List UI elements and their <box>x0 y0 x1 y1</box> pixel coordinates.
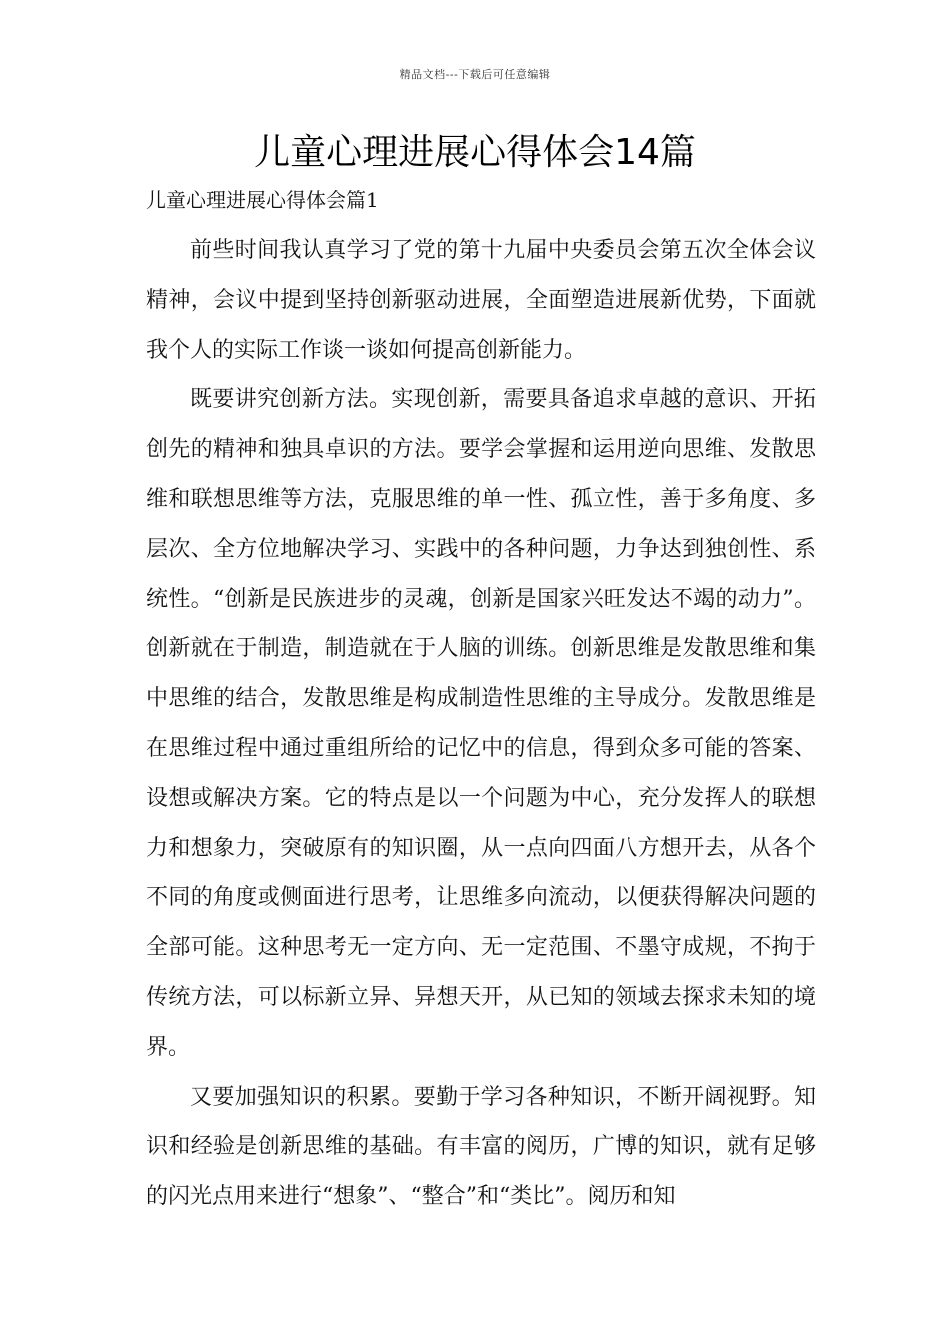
paragraph-3: 又要加强知识的积累。要勤于学习各种知识，不断开阔视野。知识和经验是创新思维的基础。有丰富的阅历，广博的知识，就有足够的闪光点用来进行“想象”、“整合”和“类比”。阅历和知 <box>146 1084 816 1210</box>
header-note: 精品文档---下载后可任意编辑 <box>399 68 551 81</box>
section-heading: 儿童心理进展心得体会篇1 <box>146 188 379 212</box>
paragraph-2: 既要讲究创新方法。实现创新，需要具备追求卓越的意识、开拓创先的精神和独具卓识的方法。要学会掌握和运用逆向思维、发散思维和联想思维等方法，克服思维的单一性、孤立性，善于多角度、多层次、全方位地解决学习、实践中的各种问题，力争达到独创性、系统性。“创新是民族进步的灵魂，创新是国家兴旺发达不竭的动力”。创新就在于制造，制造就在于人脑的训练。创新思维是发散思维和集中思维的结合，发散思维是构成制造性思维的主导成分。发散思维是在思维过程中通过重组所给的记忆中的信息，得到众多可能的答案、设想或解决方案。它的特点是以一个问题为中心，充分发挥人的联想力和想象力，突破原有的知识圈，从一点向四面八方想开去，从各个不同的角度或侧面进行思考，让思维多向流动，以便获得解决问题的全部可能。这种思考无一定方向、无一定范围、不墨守成规，不拘于传统方法，可以标新立异、异想天开，从已知的领域去探求未知的境界。 <box>146 387 816 1060</box>
body-text <box>146 226 816 1222</box>
document-title: 儿童心理进展心得体会14篇 <box>254 132 696 173</box>
paragraph-1: 前些时间我认真学习了党的第十九届中央委员会第五次全体会议精神，会议中提到坚持创新驱动进展，全面塑造进展新优势，下面就我个人的实际工作谈一谈如何提高创新能力。 <box>146 238 816 363</box>
